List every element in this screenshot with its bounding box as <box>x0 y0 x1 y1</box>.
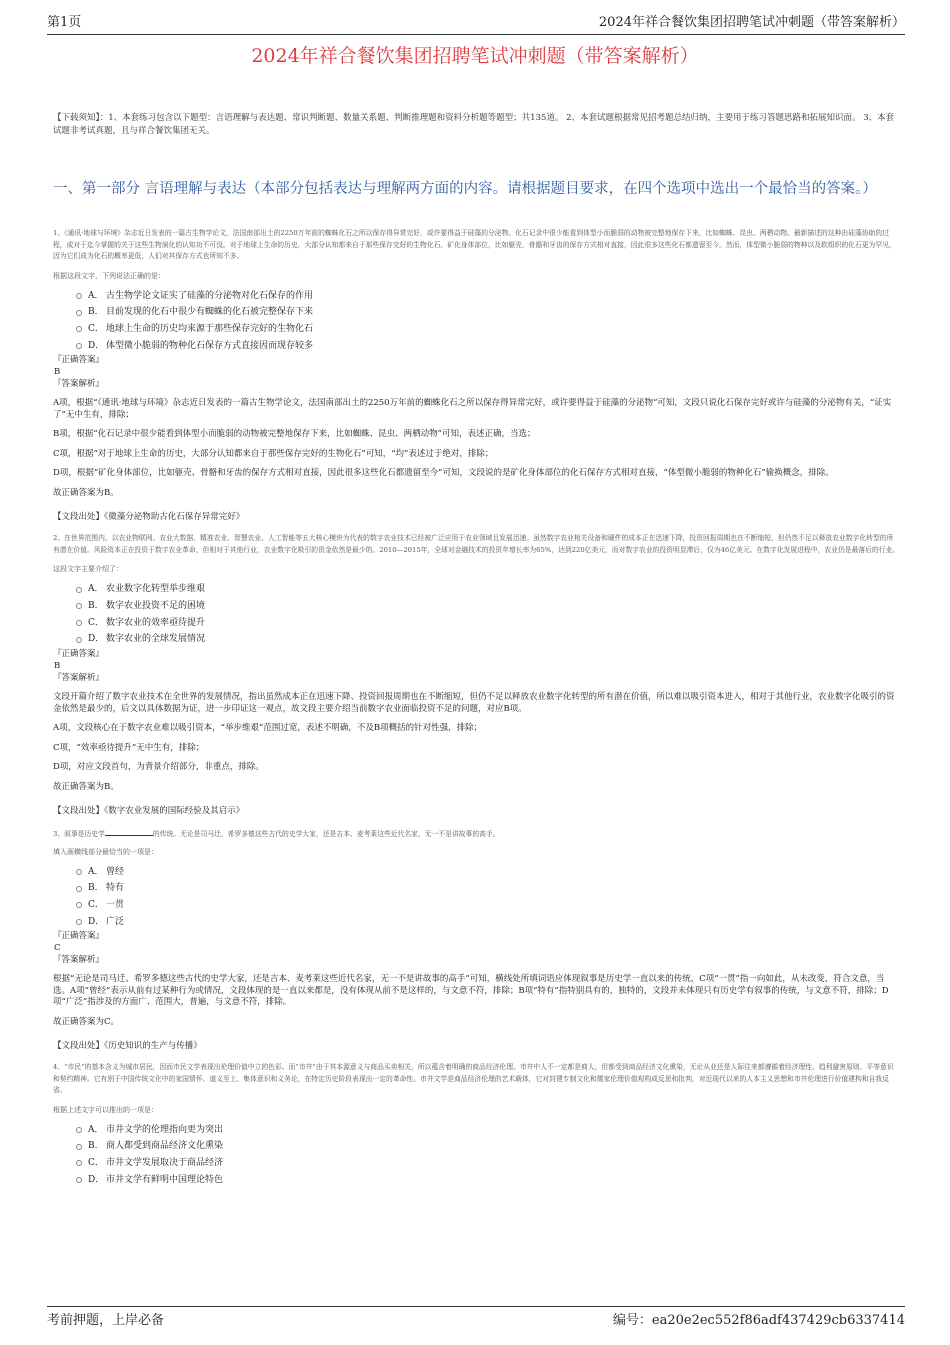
explanation-paragraph: B项，根据“化石记录中很少能看到体型小而脆弱的动物被完整地保存下来，比如蜘蛛、昆虫、两栖动物”可知，表述正确，当选； <box>53 429 536 440</box>
option-text: 市井文学有鲜明中国理论特色 <box>106 1174 224 1185</box>
option-text: 特有 <box>106 883 125 894</box>
option-c[interactable]: C． 一贯 <box>76 897 900 914</box>
option-text: 市井文学发展取决于商品经济 <box>106 1158 224 1169</box>
radio-icon[interactable] <box>76 919 82 925</box>
radio-icon[interactable] <box>76 310 82 316</box>
question-1 <box>53 228 900 523</box>
explanation-paragraph: C项，“效率亟待提升”无中生有，排除； <box>53 742 205 753</box>
explanation-paragraph: 文段开篇介绍了数字农业技术在全世界的发展情况，指出虽然成本正在迅速下降、投资回报周期也在不断缩短，但仍不足以释放农业数字化转型的所有潜在价值，所以难以吸引资本进入，相对于其他行业，农业数字化吸引的资金依然是最少的，后文以具体数据为证，进一步印证这一观点，故文段主要介绍当前数字农业面临投资不足的问题，对应B项。 <box>53 692 895 714</box>
question-stem: 2、在世界范围内，以农业物联网、农业大数据、精准农业、智慧农业、人工智能等五大核心模块为代表的数字农业技术已经被广泛应用于农业领域且发展迅速。虽然数字农业相关设备和硬件的成本正在迅速下降，投资回报周期也在不断缩短，但仍然不足以释放农业数字化转型的所有潜在价值。风险资本正在投资于数字农业革命，但相对于其他行业，农业数字化吸引的资金依然是最少的。2010—2015年，全球对金融技术的投资年增长率为65%，达到220亿美元，而对数字农业的投资明显滞后，仅为46亿美元。在数字化发展进程中，农业仍是最落后的行业。 <box>53 534 900 554</box>
option-d[interactable]: D． 广泛 <box>76 914 900 931</box>
explanation-paragraph: 根据“无论是司马迁、希罗多德这些古代的史学大家，还是吉本、麦考莱这些近代名家，无一不是讲故事的高手”可知，横线处所填词语应体现叙事是历史学一直以来的传统，C项“一贯”指一向如此，从未改变，符合文意，当选。A项“曾经”表示从前有过某种行为或情况，文段体现的是一直以来都是，没有体现从前不是这样的，与文意不符，排除；B项“特有”指特别具有的，独特的，文段并未体现只有历史学有叙事的传统，与文意不符，排除；D项“广泛”指涉及的方面广、范围大，普遍，与文意不符，排除。 <box>53 974 889 1008</box>
option-list <box>76 1122 900 1189</box>
analysis-label: 『答案解析』 <box>53 673 105 683</box>
question-prompt: 根据这段文字，下列说法正确的是： <box>53 271 165 280</box>
option-b[interactable]: B． 商人都受到商品经济文化熏染 <box>76 1138 900 1155</box>
option-a[interactable]: A． 农业数字化转型举步维艰 <box>76 581 900 598</box>
option-text: 商人都受到商品经济文化熏染 <box>106 1141 224 1152</box>
correct-answer: B <box>54 367 61 378</box>
question-stem: 1、《通讯·地球与环境》杂志近日发表的一篇古生物学论文，法国南部出土的2250万年前的蜘蛛化石之所以保存得异常完好，或许要得益于硅藻的分泌物。化石记录中很少能看到体型小而脆弱的动物被完整地保存下来，比如蜘蛛、昆虫、两栖动物。最新描述的这种由硅藻协助的过程，或对于迄今掌握的关于这些生物演化的认知功不可没。对于地球上生命的历史，大部分认知都来自于那些保存完好的生物化石。矿化身体部位，比如躯壳、骨骼和牙齿的保存方式相对直接，因此很多这些化石都遗留至今。然而，体型微小脆弱的物种以及软组织的化石更为罕见，因为它们成为化石的概率更低，人们对其保存方式也所知不多。 <box>53 229 896 260</box>
explanation-conclusion: 故正确答案为B。 <box>53 781 119 792</box>
option-text: 数字农业的效率亟待提升 <box>106 617 206 628</box>
option-text: 市井文学的伦理指向更为突出 <box>106 1124 224 1135</box>
explanation-paragraph: A项，文段核心在于数字农业难以吸引资本，“举步维艰”范围过宽，表述不明确，不及B项概括的针对性强，排除； <box>53 723 483 733</box>
explanation-paragraph: D项，对应文段首句，为背景介绍部分，非重点，排除。 <box>53 762 264 772</box>
questions-container <box>53 228 900 1189</box>
footer-slogan: 考前押题，上岸必备 <box>47 1313 165 1328</box>
option-text: 农业数字化转型举步维艰 <box>106 584 206 595</box>
option-text: 数字农业投资不足的困境 <box>106 600 206 611</box>
radio-icon[interactable] <box>76 902 82 908</box>
radio-icon[interactable] <box>76 1160 82 1166</box>
correct-answer-label: 『正确答案』 <box>53 931 105 942</box>
question-3 <box>53 827 900 1052</box>
radio-icon[interactable] <box>76 587 82 593</box>
option-a[interactable]: A． 市井文学的伦理指向更为突出 <box>76 1122 900 1139</box>
passage-source: 【文段出处】《微藻分泌物助古化石保存异常完好》 <box>53 512 245 523</box>
fill-blank-line <box>105 827 153 836</box>
explanation-conclusion: 故正确答案为C。 <box>53 1016 120 1027</box>
radio-icon[interactable] <box>76 326 82 332</box>
option-text: 地球上生命的历史均来源于那些保存完好的生物化石 <box>106 323 314 334</box>
correct-answer: C <box>54 943 61 954</box>
option-b[interactable]: B． 目前发现的化石中很少有蜘蛛的化石被完整保存下来 <box>76 304 900 321</box>
page-footer <box>47 1306 905 1337</box>
explanation-paragraph: C项，根据“对于地球上生命的历史，大部分认知都来自于那些保存完好的生物化石”可知，“均”表述过于绝对，排除； <box>53 448 494 459</box>
option-text: 古生物学论文证实了硅藻的分泌物对化石保存的作用 <box>106 290 314 301</box>
radio-icon[interactable] <box>76 293 82 299</box>
correct-answer-label: 『正确答案』 <box>53 355 105 366</box>
explanation-paragraph: D项，根据“矿化身体部位，比如躯壳、骨骼和牙齿的保存方式相对直接，因此很多这些化石都遗留至今”可知，文段说的是矿化身体部位的化石保存方式相对直接，“体型微小脆弱的物种化石”偷换概念，排除。 <box>53 468 834 479</box>
question-stem: 4、“市民”的基本含义为城市居民，因而市民文学表现出伦理价值中立的色彩。而“市井”由于其本源意义与商品买卖相关，所以蕴含着明确的商品经济伦理。市井中人不一定都是商人，但都受到商品经济文化熏染，无论从业还是人际往来都遵循着经济理性、趋利避害原则、平等意识和契约精神。它有别于中国传统文化中的家国情怀、道义至上、集体意识和义务论，在特定历史阶段表现出一定的革命性。市井文学是商品经济伦理的艺术载体，它对封建专制文化和儒家伦理价值观构成反思和批判，对近现代以来的人本主义思想和市井伦理进行价值建构和自我反省。 <box>53 1063 894 1095</box>
passage-source: 【文段出处】《历史知识的生产与传播》 <box>53 1041 202 1052</box>
radio-icon[interactable] <box>76 1144 82 1150</box>
option-text: 一贯 <box>106 899 125 910</box>
option-b[interactable]: B． 特有 <box>76 880 900 897</box>
option-text: 数字农业的全球发展情况 <box>106 634 206 645</box>
option-list <box>76 288 900 355</box>
document-id: 编号：ea20e2ec552f86adf437429cb6337414 <box>612 1313 905 1328</box>
radio-icon[interactable] <box>76 1177 82 1183</box>
question-prompt: 根据上述文字可以推出的一项是： <box>53 1105 158 1114</box>
question-prompt: 这段文字主要介绍了： <box>53 565 123 574</box>
option-c[interactable]: C． 地球上生命的历史均来源于那些保存完好的生物化石 <box>76 321 900 338</box>
document-title: 2024年祥合餐饮集团招聘笔试冲刺题（带答案解析） <box>251 45 699 67</box>
explanation-paragraph: A项，根据“《通讯·地球与环境》杂志近日发表的一篇古生物学论文，法国南部出土的2250万年前的蜘蛛化石之所以保存得异常完好，或许要得益于硅藻的分泌物”可知，文段只说化石保存完好或许与硅藻的分泌物有关，“证实了”无中生有，排除； <box>53 398 892 420</box>
radio-icon[interactable] <box>76 1127 82 1133</box>
option-d[interactable]: D． 数字农业的全球发展情况 <box>76 631 900 648</box>
option-text: 广泛 <box>106 916 125 927</box>
section-heading: 一、第一部分 言语理解与表达（本部分包括表达与理解两方面的内容。请根据题目要求，在四个选项中选出一个最恰当的答案。） <box>53 181 877 197</box>
question-prompt: 填入画横线部分最恰当的一项是： <box>53 847 158 856</box>
option-list <box>76 864 900 931</box>
question-stem: 3、叙事是历史学 的传统。无论是司马迁、希罗多德这些古代的史学大家，还是吉本、麦考莱这些近代名家，无一不是讲故事的高手。 <box>53 827 900 841</box>
download-notice: 【下载须知】：1、本套练习包含以下题型：言语理解与表达题、常识判断题、数量关系题、判断推理题和资料分析题等题型；共135道。 2、本套试题根据常见招考题总结归纳，主要用于练习答题思路和拓展知识面。 3、本套试题非考试真题，且与祥合餐饮集团无关。 <box>53 113 895 136</box>
option-d[interactable]: D． 体型微小脆弱的物种化石保存方式直接因而现存较多 <box>76 338 900 355</box>
option-a[interactable]: A． 曾经 <box>76 864 900 881</box>
option-a[interactable]: A． 古生物学论文证实了硅藻的分泌物对化石保存的作用 <box>76 288 900 305</box>
option-text: 曾经 <box>106 866 125 877</box>
option-text: 体型微小脆弱的物种化石保存方式直接因而现存较多 <box>106 340 314 351</box>
radio-icon[interactable] <box>76 603 82 609</box>
page-number: 第1页 <box>47 15 82 30</box>
passage-source: 【文段出处】《数字农业发展的国际经验及其启示》 <box>53 806 245 816</box>
radio-icon[interactable] <box>76 620 82 626</box>
question-4 <box>53 1062 900 1188</box>
explanation-conclusion: 故正确答案为B。 <box>53 487 119 498</box>
option-d[interactable]: D． 市井文学有鲜明中国理论特色 <box>76 1172 900 1189</box>
analysis-label: 『答案解析』 <box>53 379 105 390</box>
radio-icon[interactable] <box>76 343 82 349</box>
correct-answer: B <box>54 661 61 671</box>
radio-icon[interactable] <box>76 637 82 643</box>
question-2 <box>53 533 900 817</box>
radio-icon[interactable] <box>76 869 82 875</box>
option-c[interactable]: C． 数字农业的效率亟待提升 <box>76 615 900 632</box>
page-header <box>47 14 905 35</box>
correct-answer-label: 『正确答案』 <box>53 649 105 659</box>
option-list <box>76 581 900 648</box>
option-b[interactable]: B． 数字农业投资不足的困境 <box>76 598 900 615</box>
radio-icon[interactable] <box>76 886 82 892</box>
analysis-label: 『答案解析』 <box>53 955 105 966</box>
header-title: 2024年祥合餐饮集团招聘笔试冲刺题（带答案解析） <box>598 15 905 30</box>
option-c[interactable]: C． 市井文学发展取决于商品经济 <box>76 1155 900 1172</box>
option-text: 目前发现的化石中很少有蜘蛛的化石被完整保存下来 <box>106 307 314 318</box>
